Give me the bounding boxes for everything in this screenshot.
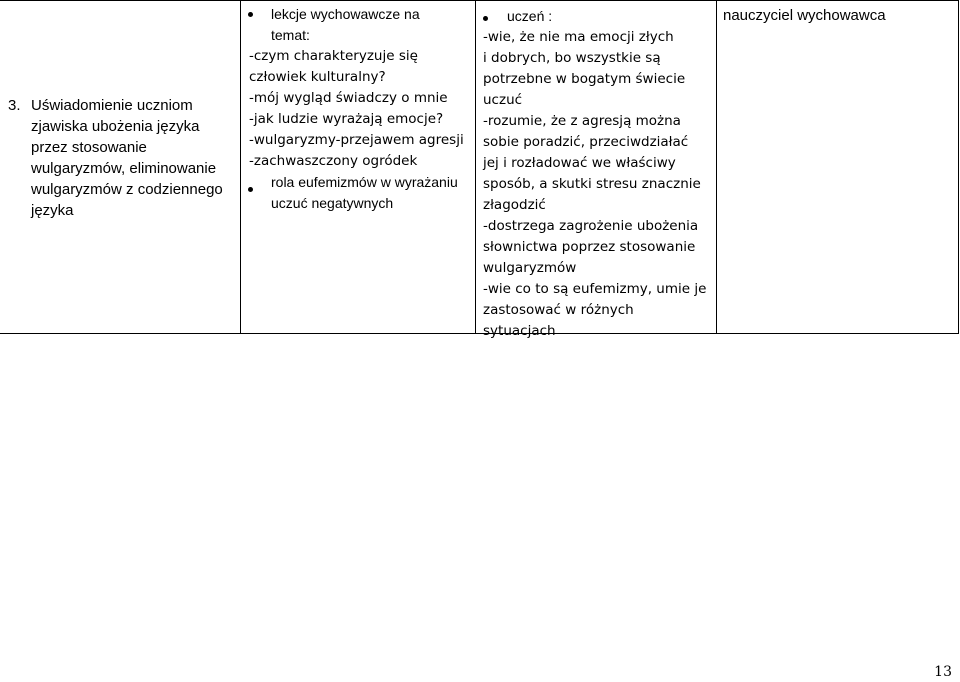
outcome-line: -wie, że nie ma emocji złych: [483, 29, 674, 45]
outcome-line: jej i rozładować we właściwy: [483, 155, 676, 171]
outcome-line: -wie co to są eufemizmy, umie je: [483, 281, 707, 297]
outcome-label: uczeń :: [507, 8, 553, 24]
outcome-line: sposób, a skutki stresu znacznie: [483, 176, 701, 192]
activity-bullet2-line2: uczuć negatywnych: [271, 195, 394, 211]
goal-number: 3.: [8, 97, 21, 114]
activity-line: człowiek kulturalny?: [249, 69, 386, 85]
outcome-line: -rozumie, że z agresją można: [483, 113, 681, 129]
responsible-person: nauczyciel wychowawca: [723, 7, 886, 24]
outcomes-cell: [476, 1, 717, 339]
outcome-line: wulgaryzmów: [483, 260, 577, 276]
outcome-line: złagodzić: [483, 197, 546, 213]
goal-cell: [0, 1, 241, 333]
activity-line: -wulgaryzmy-przejawem agresji: [249, 132, 464, 148]
outcome-line: i dobrych, bo wszystkie są: [483, 50, 661, 66]
activity-heading-line1: lekcje wychowawcze na: [271, 6, 420, 22]
bullet-icon: [248, 187, 253, 192]
activity-line: -jak ludzie wyrażają emocje?: [249, 111, 444, 127]
outcome-line: potrzebne w bogatym świecie: [483, 71, 686, 87]
activity-bullet2-line1: rola eufemizmów w wyrażaniu: [271, 174, 458, 190]
outcome-line: zastosować w różnych: [483, 302, 634, 318]
page-number: 13: [934, 664, 952, 680]
bullet-icon: [248, 12, 253, 17]
outcome-line: -dostrzega zagrożenie ubożenia: [483, 218, 699, 234]
responsible-cell: [717, 1, 959, 333]
outcome-list: [483, 27, 715, 342]
activity-line: -czym charakteryzuje się: [249, 48, 418, 64]
outcome-line: sytuacjach: [483, 323, 556, 339]
activity-heading-line2: temat:: [271, 27, 310, 43]
outcome-line: słownictwa poprzez stosowanie: [483, 239, 696, 255]
activity-line: -mój wygląd świadczy o mnie: [249, 90, 448, 106]
plan-table: [0, 0, 959, 339]
activity-topics: [249, 46, 474, 172]
bullet-icon: [483, 16, 488, 21]
outcome-line: uczuć: [483, 92, 523, 108]
goal-text: Uświadomienie uczniom zjawiska ubożenia języka przez stosowanie wulgaryzmów, eliminowanie wulgaryzmów z codziennego języka: [31, 97, 223, 219]
outcome-line: sobie poradzić, przeciwdziałać: [483, 134, 689, 150]
activity-line: -zachwaszczony ogródek: [249, 153, 418, 169]
activities-cell: [241, 1, 476, 333]
